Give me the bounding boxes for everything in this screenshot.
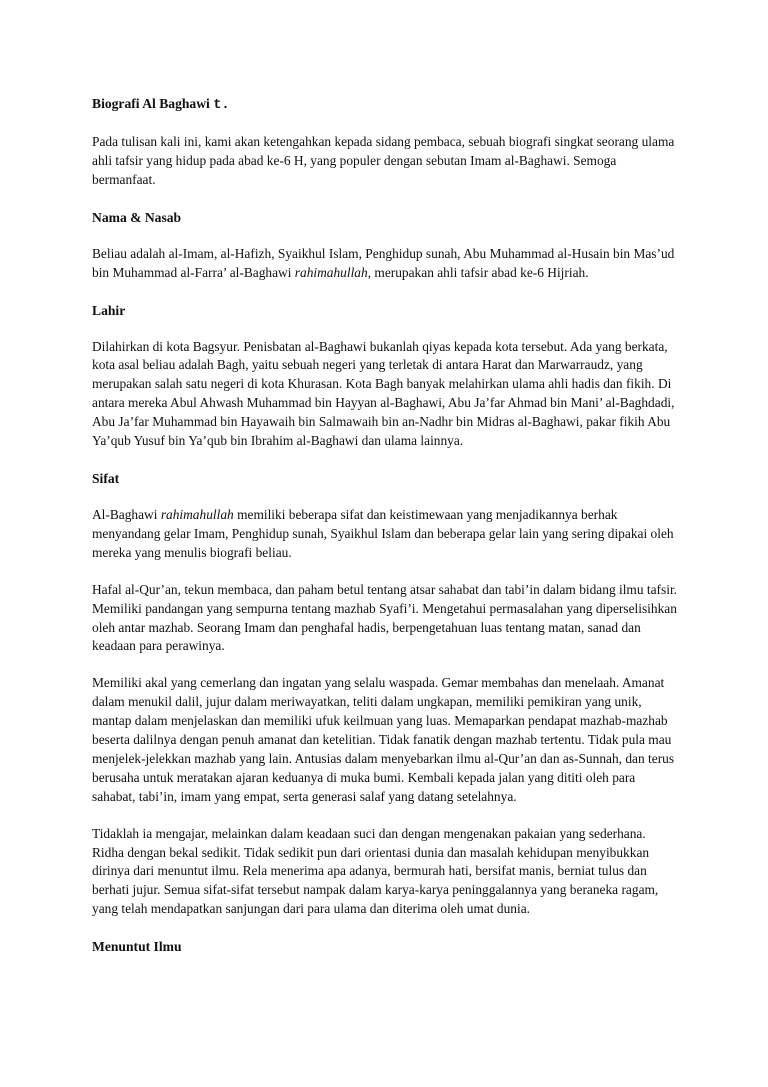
lahir-paragraph: Dilahirkan di kota Bagsyur. Penisbatan al-Baghawi bukanlah qiyas kepada kota tersebut. Ada yang berkata, kota asal beliau adalah Bagh, yaitu sebuah negeri yang terletak di antara Harat dan Marwarraudz, yang merupakan salah satu negeri di kota Khurasan. Kota Bagh banyak melahirkan ulama ahli hadis dan fikih. Di antara mereka Abul Ahwash Muhammad bin Hayyan al-Baghawi, Abu Ja’far Ahmad bin Mani’ al-Baghdadi, Abu Ja’far Muhammad bin Hayawaih bin Salmawaih bin an-Nadhr bin Midras al-Baghawi, pakar fikih Abu Ya’qub Yusuf bin Ya’qub bin Ibrahim al-Baghawi dan ulama lainnya. — [92, 338, 675, 449]
section-heading-menuntut-ilmu: Menuntut Ilmu — [92, 939, 182, 955]
document-body — [92, 94, 677, 974]
document-title-suffix: t. — [213, 98, 230, 113]
nama-italic-rahimahullah: rahimahullah — [294, 264, 368, 280]
section-heading-sifat: Sifat — [92, 470, 120, 486]
nama-text-b: , merupakan ahli tafsir abad ke-6 Hijriah. — [367, 264, 589, 280]
intro-paragraph: Pada tulisan kali ini, kami akan ketengahkan kepada sidang pembaca, sebuah biografi singkat seorang ulama ahli tafsir yang hidup pada abad ke-6 H, yang populer dengan sebutan Imam al-Baghawi. Semoga bermanfaat. — [92, 134, 675, 187]
sifat-italic-rahimahullah: rahimahullah — [160, 506, 234, 522]
sifat-text-a: Al-Baghawi — [92, 506, 161, 522]
sifat-paragraph-2: Hafal al-Qur’an, tekun membaca, dan paham betul tentang atsar sahabat dan tabi’in dalam bidang ilmu tafsir. Memiliki pandangan yang sempurna tentang mazhab Syafi’i. Mengetahui permasalahan yang diperselisihkan oleh antar mazhab. Seorang Imam dan penghafal hadis, berpengetahuan luas tentang matan, sanad dan keadaan para perawinya. — [92, 581, 678, 654]
document-title-text: Biografi Al Baghawi — [92, 96, 214, 111]
sifat-text-b: memiliki beberapa sifat dan keistimewaan yang menjadikannya berhak menyandang gelar Imam, Penghidup sunah, Syaikhul Islam dan beberapa gelar lain yang sering dipakai oleh mereka yang menulis biografi beliau. — [92, 506, 674, 560]
sifat-paragraph-4: Tidaklah ia mengajar, melainkan dalam keadaan suci dan dengan mengenakan pakaian yang sederhana. Ridha dengan bekal sedikit. Tidak sedikit pun dari orientasi dunia dan masalah kehidupan menyibukkan dirinya dari menuntut ilmu. Rela menerima apa adanya, bermurah hati, bersifat manis, berniat tulus dan berhati jujur. Semua sifat-sifat tersebut nampak dalam karya-karya peninggalannya yang beraneka ragam, yang telah mendapatkan sanjungan dari para ulama dan diterima oleh umat dunia. — [92, 825, 659, 917]
section-heading-lahir: Lahir — [92, 302, 126, 318]
sifat-paragraph-3: Memiliki akal yang cemerlang dan ingatan yang selalu waspada. Gemar membahas dan menelaah. Amanat dalam menukil dalil, jujur dalam meriwayatkan, teliti dalam ungkapan, memiliki pemikiran yang unik, mantap dalam menjelaskan dan memiliki ufuk keilmuan yang luas. Memaparkan pendapat mazhab-mazhab beserta dalilnya dengan penuh amanat dan ketelitian. Tidak fanatik dengan mazhab tertentu. Tidak pula mau menjelek-jelekkan mazhab yang lain. Antusias dalam menyebarkan ilmu al-Qur’an dan as-Sunnah, dan terus berusaha untuk meratakan ajaran keduanya di muka bumi. Kembali kepada jalan yang dititi oleh para sahabat, tabi’in, imam yang empat, serta generasi salaf yang datang setelahnya. — [92, 675, 675, 804]
nama-nasab-paragraph — [92, 245, 677, 283]
section-heading-nama-nasab: Nama & Nasab — [92, 209, 182, 225]
nama-text-a: Beliau adalah al-Imam, al-Hafizh, Syaikhul Islam, Penghidup sunah, Abu Muhammad al-Husain bin Mas’ud bin Muhammad al-Farra’ al-Baghawi — [92, 245, 675, 280]
document-title — [92, 94, 677, 115]
sifat-paragraph-1 — [92, 506, 677, 563]
